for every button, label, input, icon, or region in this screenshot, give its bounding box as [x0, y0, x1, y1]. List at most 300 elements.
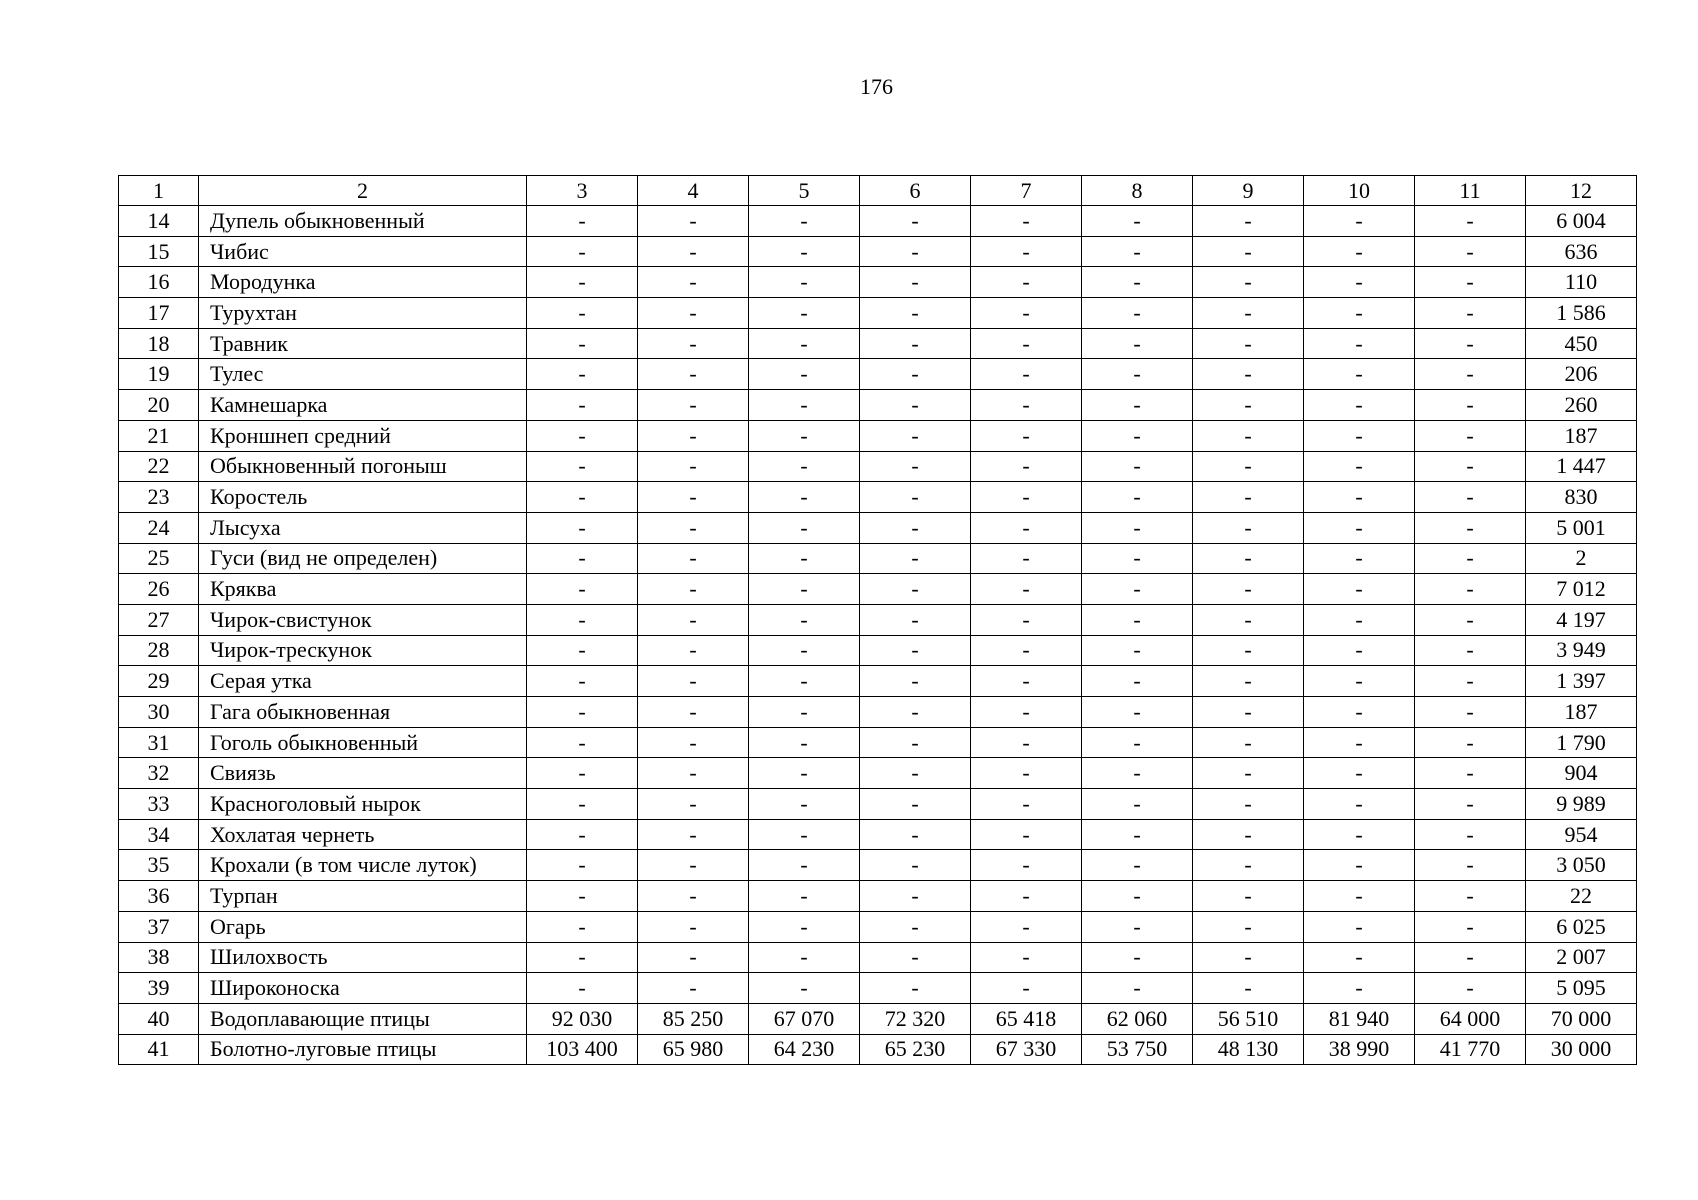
species-name-cell: Хохлатая чернеть [199, 819, 527, 850]
value-cell: - [971, 206, 1082, 237]
value-cell: - [1082, 359, 1193, 390]
value-cell: - [527, 758, 638, 789]
species-name-cell: Болотно-луговые птицы [199, 1034, 527, 1065]
value-cell: - [971, 973, 1082, 1004]
value-cell: - [527, 451, 638, 482]
row-number-cell: 29 [119, 666, 199, 697]
value-cell: - [527, 328, 638, 359]
species-name-cell: Чирок-свистунок [199, 604, 527, 635]
value-cell: - [527, 881, 638, 912]
value-cell: - [638, 819, 749, 850]
value-cell: - [527, 942, 638, 973]
value-cell: - [1415, 850, 1526, 881]
value-cell: - [638, 604, 749, 635]
value-cell: - [527, 206, 638, 237]
value-cell: 2 007 [1526, 942, 1637, 973]
value-cell: - [527, 420, 638, 451]
value-cell: - [971, 819, 1082, 850]
value-cell: - [1082, 512, 1193, 543]
value-cell: - [860, 666, 971, 697]
value-cell: - [749, 911, 860, 942]
value-cell: - [1082, 451, 1193, 482]
value-cell: - [1304, 789, 1415, 820]
table-row [119, 727, 1637, 758]
value-cell: 6 004 [1526, 206, 1637, 237]
species-name-cell: Обыкновенный погоныш [199, 451, 527, 482]
value-cell: 3 949 [1526, 635, 1637, 666]
value-cell: 53 750 [1082, 1034, 1193, 1065]
value-cell: - [1082, 881, 1193, 912]
table-row [119, 359, 1637, 390]
value-cell: - [1082, 328, 1193, 359]
value-cell: 1 447 [1526, 451, 1637, 482]
value-cell: - [860, 604, 971, 635]
species-name-cell: Кроншнеп средний [199, 420, 527, 451]
value-cell: - [971, 911, 1082, 942]
value-cell: - [1415, 758, 1526, 789]
value-cell: - [527, 359, 638, 390]
value-cell: - [749, 482, 860, 513]
value-cell: - [1415, 328, 1526, 359]
value-cell: - [527, 635, 638, 666]
data-table [118, 175, 1637, 1065]
value-cell: - [527, 390, 638, 421]
value-cell: - [860, 973, 971, 1004]
value-cell: - [1082, 727, 1193, 758]
value-cell: - [749, 574, 860, 605]
row-number-cell: 16 [119, 267, 199, 298]
value-cell: - [1304, 328, 1415, 359]
value-cell: - [749, 789, 860, 820]
table-row [119, 911, 1637, 942]
value-cell: - [638, 789, 749, 820]
row-number-cell: 39 [119, 973, 199, 1004]
row-number-cell: 18 [119, 328, 199, 359]
value-cell: - [1082, 635, 1193, 666]
table-row [119, 390, 1637, 421]
header-cell: 2 [199, 176, 527, 206]
value-cell: - [1415, 543, 1526, 574]
value-cell: - [1304, 604, 1415, 635]
table-row [119, 298, 1637, 329]
row-number-cell: 33 [119, 789, 199, 820]
value-cell: - [527, 911, 638, 942]
value-cell: - [1304, 390, 1415, 421]
value-cell: 48 130 [1193, 1034, 1304, 1065]
value-cell: - [860, 574, 971, 605]
value-cell: - [1082, 298, 1193, 329]
value-cell: - [749, 604, 860, 635]
value-cell: - [1082, 574, 1193, 605]
table-row [119, 1034, 1637, 1065]
value-cell: 187 [1526, 697, 1637, 728]
table-row [119, 451, 1637, 482]
value-cell: - [971, 512, 1082, 543]
species-name-cell: Огарь [199, 911, 527, 942]
value-cell: - [1304, 267, 1415, 298]
value-cell: - [860, 359, 971, 390]
value-cell: - [638, 635, 749, 666]
value-cell: - [638, 390, 749, 421]
value-cell: - [860, 206, 971, 237]
value-cell: - [1193, 574, 1304, 605]
value-cell: - [1193, 390, 1304, 421]
row-number-cell: 40 [119, 1003, 199, 1034]
value-cell: 206 [1526, 359, 1637, 390]
value-cell: - [638, 850, 749, 881]
value-cell: - [638, 543, 749, 574]
table-row [119, 328, 1637, 359]
value-cell: 65 980 [638, 1034, 749, 1065]
table-row [119, 635, 1637, 666]
value-cell: - [971, 267, 1082, 298]
value-cell: - [749, 727, 860, 758]
value-cell: - [1082, 850, 1193, 881]
value-cell: - [860, 819, 971, 850]
species-name-cell: Красноголовый нырок [199, 789, 527, 820]
value-cell: - [1082, 236, 1193, 267]
row-number-cell: 32 [119, 758, 199, 789]
value-cell: - [1415, 574, 1526, 605]
value-cell: - [1193, 881, 1304, 912]
row-number-cell: 20 [119, 390, 199, 421]
value-cell: - [1304, 666, 1415, 697]
table-body [119, 176, 1637, 1065]
value-cell: - [749, 298, 860, 329]
value-cell: - [860, 390, 971, 421]
value-cell: - [1304, 697, 1415, 728]
row-number-cell: 27 [119, 604, 199, 635]
row-number-cell: 26 [119, 574, 199, 605]
value-cell: - [1304, 236, 1415, 267]
value-cell: - [527, 789, 638, 820]
value-cell: - [1415, 512, 1526, 543]
value-cell: 30 000 [1526, 1034, 1637, 1065]
value-cell: - [749, 451, 860, 482]
table-row [119, 267, 1637, 298]
value-cell: - [860, 635, 971, 666]
value-cell: - [1082, 819, 1193, 850]
value-cell: - [1304, 451, 1415, 482]
value-cell: - [1304, 850, 1415, 881]
value-cell: - [527, 236, 638, 267]
value-cell: 103 400 [527, 1034, 638, 1065]
table-row [119, 881, 1637, 912]
header-cell: 11 [1415, 176, 1526, 206]
value-cell: - [1415, 420, 1526, 451]
value-cell: - [971, 236, 1082, 267]
value-cell: - [1193, 697, 1304, 728]
value-cell: - [1193, 236, 1304, 267]
table-row [119, 819, 1637, 850]
value-cell: - [1082, 758, 1193, 789]
value-cell: 904 [1526, 758, 1637, 789]
value-cell: 3 050 [1526, 850, 1637, 881]
row-number-cell: 25 [119, 543, 199, 574]
value-cell: - [1082, 789, 1193, 820]
value-cell: - [860, 451, 971, 482]
value-cell: - [1193, 666, 1304, 697]
value-cell: - [749, 635, 860, 666]
value-cell: - [971, 298, 1082, 329]
row-number-cell: 24 [119, 512, 199, 543]
value-cell: - [860, 697, 971, 728]
value-cell: - [971, 635, 1082, 666]
species-name-cell: Водоплавающие птицы [199, 1003, 527, 1034]
value-cell: - [1193, 482, 1304, 513]
row-number-cell: 17 [119, 298, 199, 329]
value-cell: - [860, 850, 971, 881]
value-cell: 64 230 [749, 1034, 860, 1065]
species-name-cell: Турпан [199, 881, 527, 912]
value-cell: - [1415, 697, 1526, 728]
row-number-cell: 14 [119, 206, 199, 237]
species-name-cell: Чирок-трескунок [199, 635, 527, 666]
value-cell: - [971, 727, 1082, 758]
value-cell: - [1082, 482, 1193, 513]
value-cell: 1 397 [1526, 666, 1637, 697]
value-cell: 450 [1526, 328, 1637, 359]
value-cell: 4 197 [1526, 604, 1637, 635]
value-cell: 1 790 [1526, 727, 1637, 758]
species-name-cell: Коростель [199, 482, 527, 513]
row-number-cell: 15 [119, 236, 199, 267]
value-cell: - [527, 604, 638, 635]
value-cell: 70 000 [1526, 1003, 1637, 1034]
value-cell: 830 [1526, 482, 1637, 513]
value-cell: - [1415, 911, 1526, 942]
value-cell: 92 030 [527, 1003, 638, 1034]
value-cell: - [1193, 543, 1304, 574]
value-cell: - [1193, 512, 1304, 543]
value-cell: - [749, 390, 860, 421]
value-cell: - [860, 942, 971, 973]
value-cell: - [971, 604, 1082, 635]
value-cell: - [1193, 973, 1304, 1004]
value-cell: - [860, 298, 971, 329]
value-cell: - [1304, 758, 1415, 789]
table-header-row [119, 176, 1637, 206]
value-cell: 6 025 [1526, 911, 1637, 942]
value-cell: 67 070 [749, 1003, 860, 1034]
page-number: 176 [860, 74, 893, 99]
value-cell: - [1415, 482, 1526, 513]
table-row [119, 574, 1637, 605]
species-name-cell: Серая утка [199, 666, 527, 697]
value-cell: 636 [1526, 236, 1637, 267]
value-cell: 62 060 [1082, 1003, 1193, 1034]
value-cell: - [1193, 451, 1304, 482]
row-number-cell: 36 [119, 881, 199, 912]
value-cell: - [749, 850, 860, 881]
value-cell: - [1415, 451, 1526, 482]
header-cell: 1 [119, 176, 199, 206]
species-name-cell: Лысуха [199, 512, 527, 543]
header-cell: 7 [971, 176, 1082, 206]
value-cell: - [1193, 328, 1304, 359]
value-cell: - [860, 267, 971, 298]
value-cell: - [749, 359, 860, 390]
species-name-cell: Чибис [199, 236, 527, 267]
species-name-cell: Дупель обыкновенный [199, 206, 527, 237]
value-cell: - [749, 881, 860, 912]
value-cell: - [638, 697, 749, 728]
value-cell: - [638, 328, 749, 359]
header-cell: 3 [527, 176, 638, 206]
value-cell: - [1304, 420, 1415, 451]
value-cell: - [638, 451, 749, 482]
table-row [119, 973, 1637, 1004]
value-cell: - [527, 574, 638, 605]
value-cell: - [971, 942, 1082, 973]
value-cell: - [1082, 604, 1193, 635]
value-cell: 260 [1526, 390, 1637, 421]
value-cell: 954 [1526, 819, 1637, 850]
table-row [119, 942, 1637, 973]
species-name-cell: Тулес [199, 359, 527, 390]
value-cell: - [1082, 390, 1193, 421]
value-cell: 7 012 [1526, 574, 1637, 605]
row-number-cell: 19 [119, 359, 199, 390]
header-cell: 12 [1526, 176, 1637, 206]
value-cell: - [860, 512, 971, 543]
value-cell: - [638, 359, 749, 390]
value-cell: - [1415, 819, 1526, 850]
value-cell: 110 [1526, 267, 1637, 298]
value-cell: - [1415, 236, 1526, 267]
value-cell: - [1082, 666, 1193, 697]
row-number-cell: 35 [119, 850, 199, 881]
table-row [119, 850, 1637, 881]
header-cell: 10 [1304, 176, 1415, 206]
value-cell: 41 770 [1415, 1034, 1526, 1065]
species-name-cell: Камнешарка [199, 390, 527, 421]
value-cell: - [1193, 359, 1304, 390]
value-cell: - [527, 819, 638, 850]
value-cell: - [971, 328, 1082, 359]
species-name-cell: Свиязь [199, 758, 527, 789]
value-cell: - [1415, 267, 1526, 298]
value-cell: - [749, 973, 860, 1004]
table-row [119, 604, 1637, 635]
value-cell: - [749, 420, 860, 451]
value-cell: - [749, 666, 860, 697]
row-number-cell: 28 [119, 635, 199, 666]
species-name-cell: Широконоска [199, 973, 527, 1004]
value-cell: - [749, 328, 860, 359]
value-cell: 1 586 [1526, 298, 1637, 329]
value-cell: - [971, 420, 1082, 451]
row-number-cell: 31 [119, 727, 199, 758]
value-cell: - [1193, 420, 1304, 451]
value-cell: - [1304, 298, 1415, 329]
value-cell: - [749, 942, 860, 973]
value-cell: 5 095 [1526, 973, 1637, 1004]
value-cell: - [638, 574, 749, 605]
value-cell: - [749, 819, 860, 850]
value-cell: - [638, 973, 749, 1004]
value-cell: 64 000 [1415, 1003, 1526, 1034]
value-cell: - [971, 789, 1082, 820]
species-name-cell: Крохали (в том числе луток) [199, 850, 527, 881]
row-number-cell: 34 [119, 819, 199, 850]
value-cell: 187 [1526, 420, 1637, 451]
value-cell: - [638, 911, 749, 942]
value-cell: - [1193, 635, 1304, 666]
table-row [119, 697, 1637, 728]
value-cell: - [1304, 512, 1415, 543]
value-cell: - [1304, 206, 1415, 237]
value-cell: - [527, 973, 638, 1004]
value-cell: - [749, 267, 860, 298]
value-cell: 65 418 [971, 1003, 1082, 1034]
value-cell: - [1304, 942, 1415, 973]
row-number-cell: 22 [119, 451, 199, 482]
row-number-cell: 38 [119, 942, 199, 973]
value-cell: - [1415, 635, 1526, 666]
species-name-cell: Гоголь обыкновенный [199, 727, 527, 758]
value-cell: - [638, 666, 749, 697]
value-cell: - [1415, 604, 1526, 635]
value-cell: 81 940 [1304, 1003, 1415, 1034]
value-cell: - [527, 850, 638, 881]
value-cell: 72 320 [860, 1003, 971, 1034]
value-cell: - [638, 881, 749, 912]
value-cell: - [527, 298, 638, 329]
value-cell: - [638, 236, 749, 267]
value-cell: - [860, 236, 971, 267]
table-row [119, 512, 1637, 543]
value-cell: - [527, 666, 638, 697]
value-cell: - [860, 881, 971, 912]
header-cell: 5 [749, 176, 860, 206]
value-cell: - [1415, 206, 1526, 237]
value-cell: - [1304, 881, 1415, 912]
value-cell: 5 001 [1526, 512, 1637, 543]
value-cell: - [1193, 298, 1304, 329]
row-number-cell: 41 [119, 1034, 199, 1065]
value-cell: - [971, 451, 1082, 482]
value-cell: 65 230 [860, 1034, 971, 1065]
value-cell: - [527, 543, 638, 574]
value-cell: - [527, 482, 638, 513]
value-cell: - [1082, 973, 1193, 1004]
value-cell: - [749, 697, 860, 728]
value-cell: - [638, 758, 749, 789]
table-row [119, 789, 1637, 820]
table-row [119, 482, 1637, 513]
value-cell: - [749, 206, 860, 237]
value-cell: - [1304, 727, 1415, 758]
value-cell: - [1415, 727, 1526, 758]
value-cell: - [1082, 543, 1193, 574]
value-cell: 2 [1526, 543, 1637, 574]
value-cell: - [1082, 942, 1193, 973]
value-cell: 22 [1526, 881, 1637, 912]
table-row [119, 543, 1637, 574]
value-cell: - [860, 420, 971, 451]
value-cell: - [971, 482, 1082, 513]
species-name-cell: Гуси (вид не определен) [199, 543, 527, 574]
value-cell: - [1082, 697, 1193, 728]
value-cell: - [860, 482, 971, 513]
value-cell: - [971, 574, 1082, 605]
value-cell: - [971, 758, 1082, 789]
value-cell: - [1193, 727, 1304, 758]
value-cell: - [1193, 911, 1304, 942]
value-cell: - [971, 666, 1082, 697]
value-cell: 67 330 [971, 1034, 1082, 1065]
